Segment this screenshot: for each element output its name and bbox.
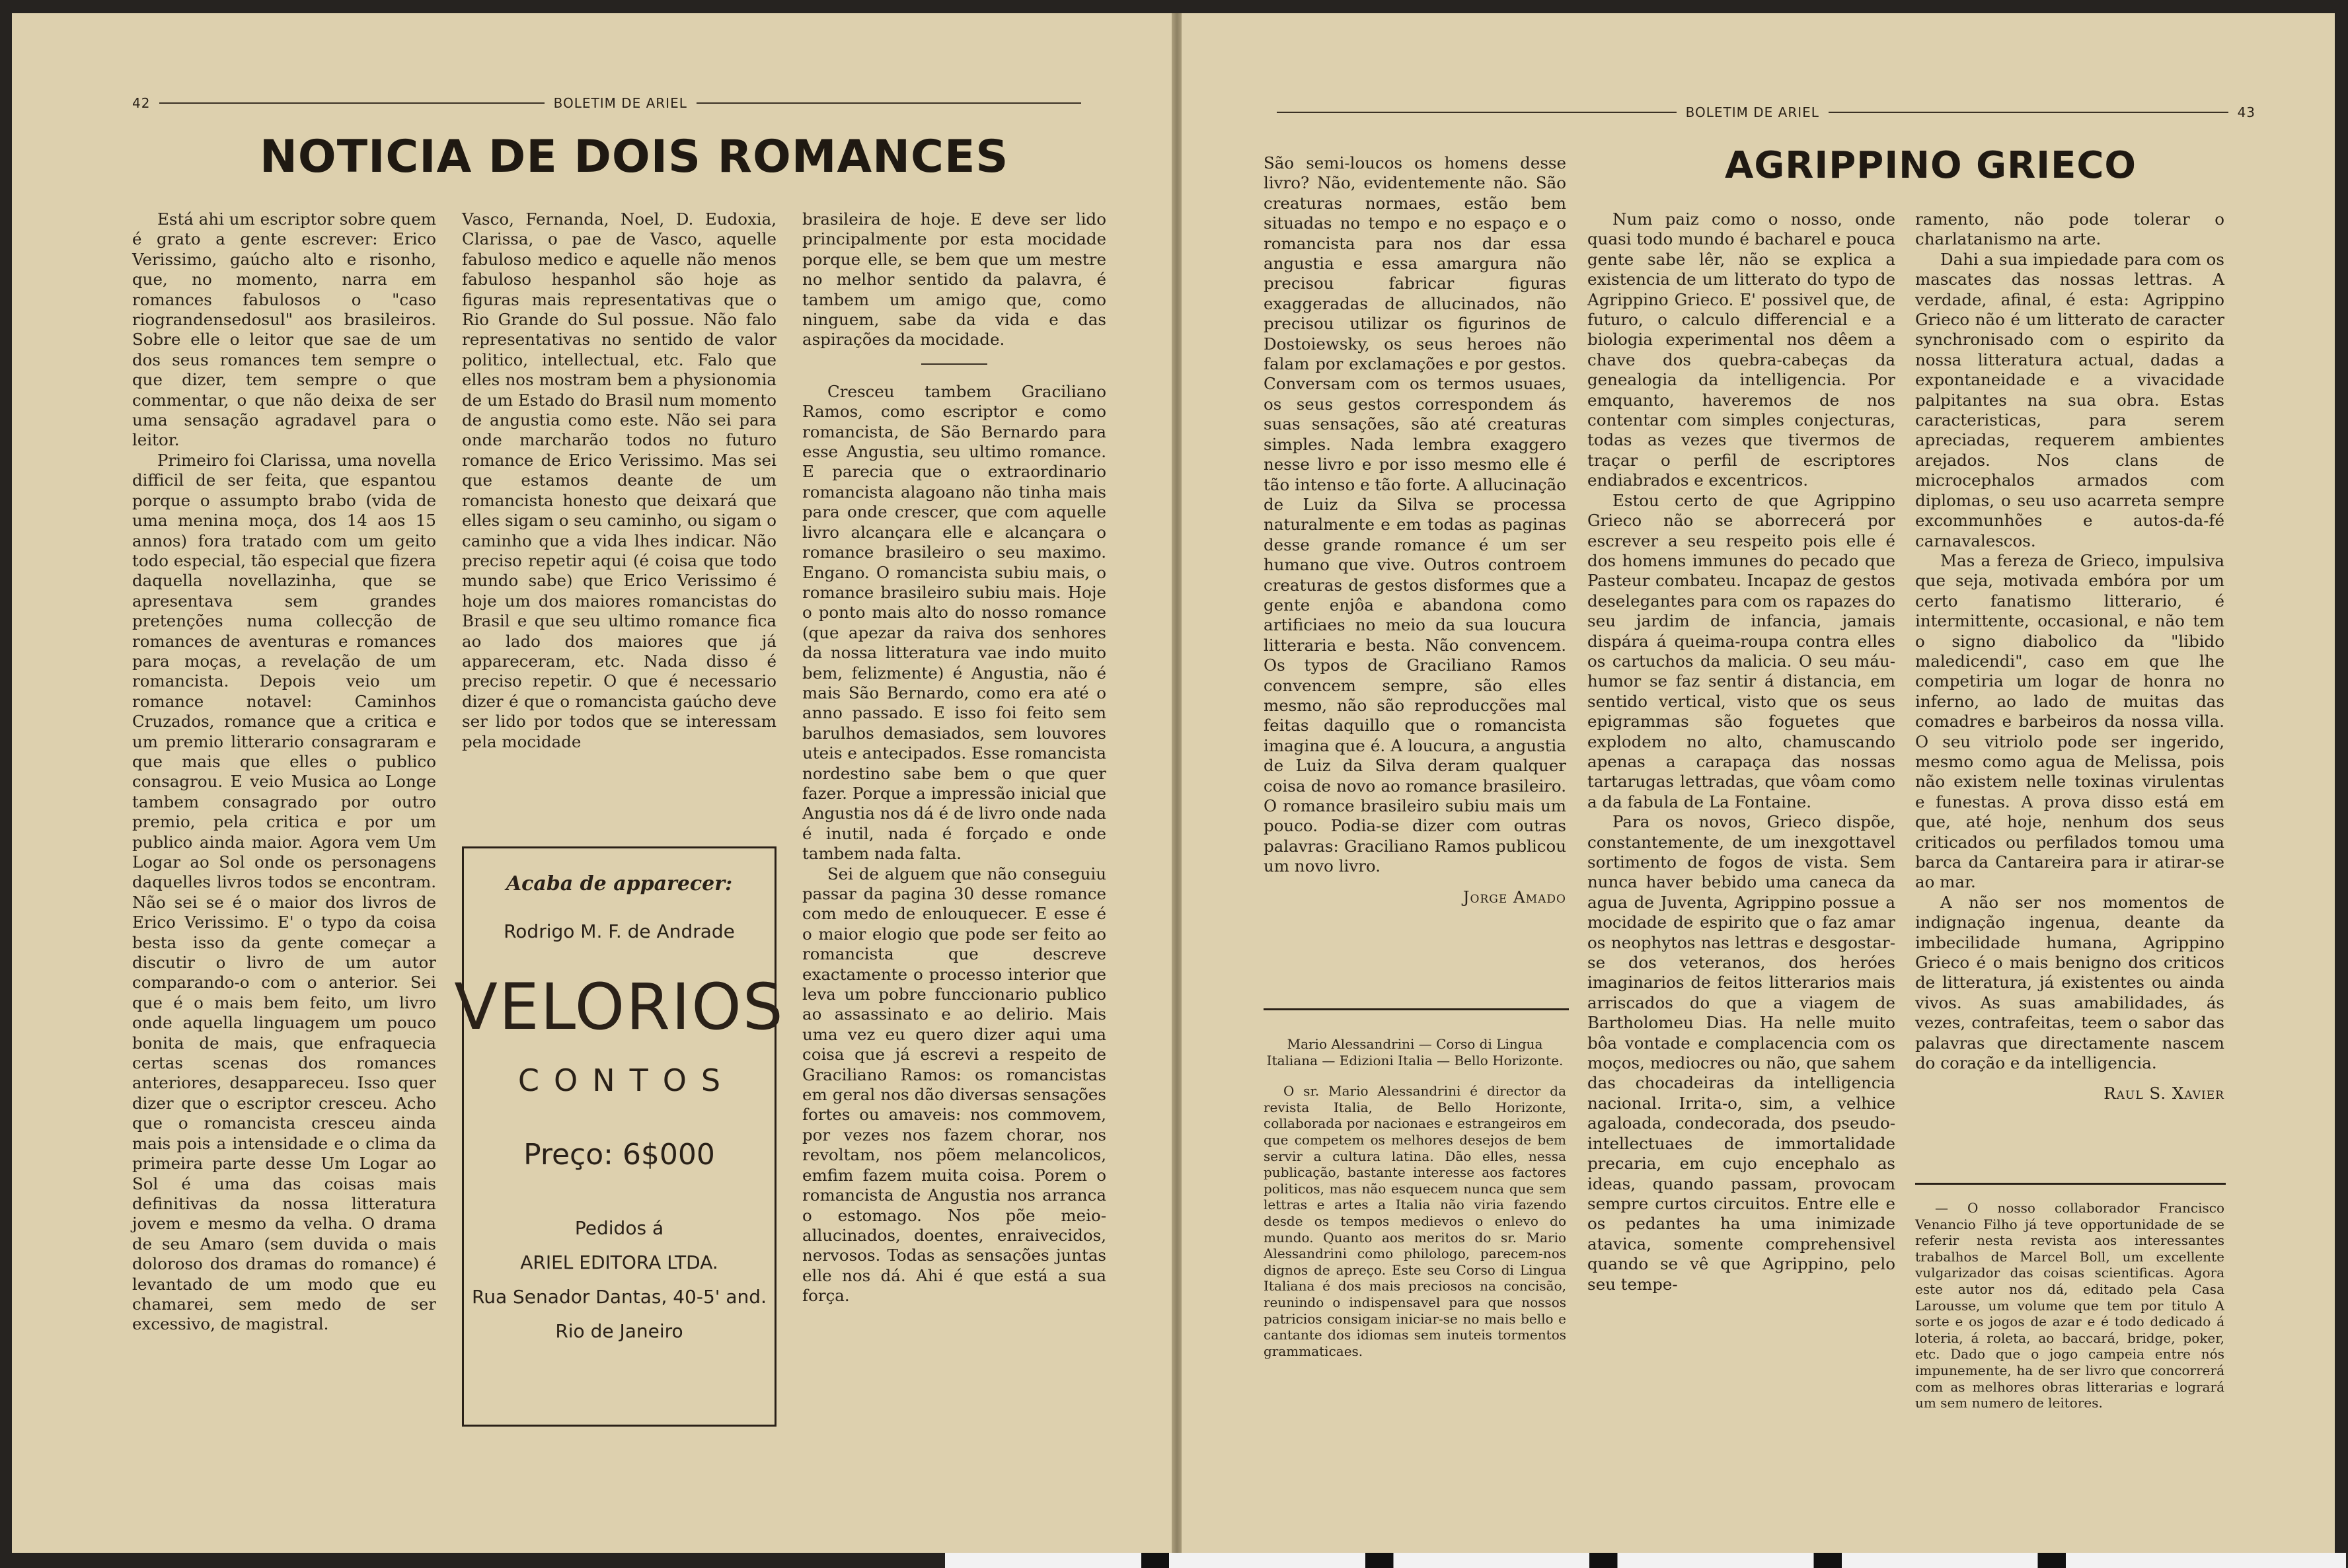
note-heading: Mario Alessandrini — Corso di Lingua Italiana — Edizioni Italia — Bello Horizonte. [1266,1036,1564,1068]
right-column-2 [1587,209,1895,1294]
ad-genre: CONTOS [517,1063,736,1098]
ad-price: Preço: 6$000 [523,1138,715,1172]
paragraph: São semi-loucos os homens desse livro? Não, evidentemente não. São creaturas normaes, estão bem situadas no tempo e no espaço e o romancista para nos dar essa angustia e essa amargura não precisou fabricar figuras exaggeradas de allucinados, não precisou utilizar os figurinos de Dostoiewsky, os seus heroes não falam por exclamações e por gestos. Conversam com os termos usuaes, os seus gestos correspondem ás suas sensações, são até creaturas simples. Nada lembra exaggero nesse livro e por isso mesmo elle é tão intenso e tão forte. A allucinação de Luiz da Silva se processa naturalmente e em todas as paginas desse grande romance é um ser humano que vive. Outros controem creaturas de gestos disformes que a gente enjôa e abandona como artificiaes no meio da sua loucura litteraria e besta. Não convencem. Os typos de Graciliano Ramos convencem sempre, são elles mesmo, não são reproducções mal feitas daquillo que o romancista imagina que é. A loucura, a angustia de Luiz da Silva deram qualquer coisa de novo ao romance brasileiro. O romance brasileiro subiu mais um pouco. Podia-se dizer com outras palavras: Graciliano Ramos publicou um novo livro. [1264,153,1566,876]
left-page [12,13,1172,1553]
left-column-1 [132,209,436,1335]
paragraph: Para os novos, Grieco dispõe, constantemente, de um inexgottavel sortimento de fogos de vista. Sem nunca haver bebido uma caneca da agua de Juventa, Agrippino possue a mocidade de espirito que o faz amar os neophytos nas lettras e desgostar-se dos veteranos, dos heróes imaginarios de feitos litterarios mais arriscados do que a viagem de Bartholomeu Dias. Ha nelle muito bôa vontade e complacencia com os moços, mediocres ou não, que sahem das chocadeiras da intelligencia nacional. Irrita-o, sim, a velhice agaloada, condecorada, dos pseudo-intellectuaes de immortalidade precaria, em cujo encephalo as ideas, quando passam, provocam sempre curtos circuitos. Entre elle e os pedantes ha uma inimizade atavica, somente comprehensivel quando se vê que Agrippino, pelo seu tempe- [1587,812,1895,1294]
ad-orders: Pedidos á [574,1217,664,1239]
book-note [1915,1200,2224,1411]
book-advertisement [454,846,784,1427]
left-column-3 [802,209,1106,1306]
section-rule [1915,1183,2226,1185]
header-rule [697,102,1081,104]
signature: Jorge Amado [1462,887,1566,907]
note-body: O sr. Mario Alessandrini é director da revista Italia, de Bello Horizonte, collaborada por nacionaes e estrangeiros em que competem os melhores desejos de bem servir a cultura latina. Dão elles, nessa publicação, bastante interesse aos factores politicos, mas não esquecem nunca que sem lettras e artes a Italia não viria fazendo desde os tempos medievos o enlevo do mundo. Quanto aos meritos do sr. Mario Alessandrini como philologo, parecem-nos dignos de apreço. Este seu Corso di Lingua Italiana é dos mais preciosos na concisão, reunindo o indispensavel para que nossos patricios consigam iniciar-se no mais bello e cantante dos idiomas sem inuteis tormentos grammaticaes. [1264,1083,1566,1359]
running-head-left [132,95,1090,111]
right-column-3 [1915,209,2224,1104]
ad-headline: Acaba de apparecer: [506,872,733,895]
header-rule [159,102,544,104]
paragraph: Mas a fereza de Grieco, impulsiva que seja, motivada embóra por um certo fanatismo litterario, é intermittente, occasional, e não tem o signo diabolico da "libido maledicendi", caso em que lhe competiria um logar de honra no inferno, ao lado de muitas das comadres e barbeiros da nossa villa. O seu vitriolo pode ser ingerido, mesmo como agua de Melissa, pois não existem nelle toxinas virulentas e funestas. A prova disso está em que, até hoje, nenhum dos seus criticados ou perfilados tomou uma barca da Cantareira para ir atirar-se ao mar. [1915,550,2224,892]
ad-publisher: ARIEL EDITORA LTDA. [520,1251,718,1273]
paragraph: Num paiz como o nosso, onde quasi todo mundo é bacharel e pouca gente sabe lêr, não se explica a existencia de um litterato do typo de Agrippino Grieco. E' possivel que, de futuro, o calculo differencial e a biologia experimental nos dêem a chave dos quebra-cabeças da genealogia da intelligencia. Por emquanto, haveremos de nos contentar com simples conjecturas, todas as vezes que tivermos de traçar o perfil de escriptores endiabrados e excentricos. [1587,209,1895,490]
ad-order-info [472,1211,767,1349]
running-head-right [1268,104,2255,120]
ad-book-title: VELORIOS [454,970,784,1044]
paragraph: Primeiro foi Clarissa, uma novella difficil de ser feita, que espantou porque o assumpto brabo (vida de uma menina moça, dos 14 aos 15 annos) fora tratado com um geito todo especial, tão especial que fizera daquella novellazinha, que se apresentava sem grandes pretenções numa collecção de romances de aventuras e romances para moças, a revelação de um romancista. Depois veio um romance notavel: Caminhos Cruzados, romance que a critica e um premio litterario consagraram e que mais que elles o publico consagrou. E veio Musica ao Longe tambem consagrado por outro premio, pela critica e por um publico ainda maior. Agora vem Um Logar ao Sol onde os personagens daquelles livros todos se encontram. Não sei se é o maior dos livros de Erico Verissimo. E' o typo da coisa besta isso da gente começar a discutir o livro de um autor comparando-o com o anterior. Sei que é o mais bem feito, um livro onde aquella linguagem um pouco bonita de mais, que enfraquecia certas scenas dos romances anteriores, desappareceu. Isso quer dizer que o escriptor cresceu. Acho que o romancista cresceu ainda mais pois a intensidade e o clima da primeira parte desse Um Logar ao Sol é uma das coisas mais definitivas da nossa litteratura jovem e mesmo da velha. O drama de seu Amaro (sem duvida o mais doloroso dos dramas do romance) é levantado de um modo que eu chamarei, sem medo de ser excessivo, de magistral. [132,450,436,1334]
page-number: 42 [132,95,151,111]
right-page [1182,13,2335,1553]
paragraph: Está ahi um escriptor sobre quem é grato a gente escrever: Erico Verissimo, gaúcho alto e risonho, que, no momento, narra em romances fabulosos o "caso riograndensedosul" aos brasileiros. Sobre elle o leitor que sae de um dos seus romances tem sempre o que dizer, tem sempre o que commentar, o que não deixa de ser uma sensação agradavel para o leitor. [132,209,436,450]
paragraph: brasileira de hoje. E deve ser lido principalmente por esta mocidade porque elle, se bem que um mestre no melhor sentido da palavra, é tambem um amigo que, como ninguem, sabe da vida e das aspirações da mocidade. [802,209,1106,350]
paragraph: Vasco, Fernanda, Noel, D. Eudoxia, Clarissa, o pae de Vasco, aquelle fabuloso medico e aquelle não menos fabuloso hespanhol são hoje as figuras mais representativas que o Rio Grande do Sul possue. Não falo representativas no sentido de valor politico, intellectual, etc. Falo que elles nos mostram bem a physionomia de um Estado do Brasil num momento de angustia como este. Não sei para onde marcharão todos no futuro romance de Erico Verissimo. Mas sei que estamos deante de um romancista honesto que deixará que elles sigam o seu caminho, ou sigam o caminho que a vida lhes indicar. Não preciso repetir aqui (é coisa que todo mundo sabe) que Erico Verissimo é hoje um dos maiores romancistas do Brasil e que seu ultimo romance fica ao lado dos maiores que já appareceram, etc. Nada disso é preciso repetir. O que é necessario dizer é que o romancista gaúcho deve ser lido por todos que se interessam pela mocidade [462,209,776,751]
section-divider [921,363,987,365]
header-rule [1829,112,2228,113]
article-title: NOTICIA DE DOIS ROMANCES [260,131,1009,183]
signature: Raul S. Xavier [2103,1084,2224,1103]
paragraph: Estou certo de que Agrippino Grieco não se aborrecerá por escrever a seu respeito pois elle é dos homens immunes do pecado que Pasteur combateu. Incapaz de gestos deselegantes para com os rapazes do seu jardim de infancia, jamais dispára á queima-roupa contra elles os cartuchos da malicia. O seu máu-humor se faz sentir á distancia, em sentido vertical, visto que os seus epigrammas são foguetes que explodem no alto, chamuscando apenas a carapaça das nossas tartarugas lettradas, que vôam como a da fabula de La Fontaine. [1587,490,1895,811]
paragraph: Dahi a sua impiedade para com os mascates das nossas lettras. A verdade, afinal, é esta: Agrippino Grieco não é um litterato de caracter synchronisado com o espirito da nossa litteratura actual, dadas a expontaneidade e a vivacidade palpitantes na sua obra. Estas caracteristicas, para serem apreciadas, requerem ambientes arejados. Nos clans de microcephalos armados com diplomas, o seu uso acarreta sempre excommunhões e autos-da-fé carnavalescos. [1915,249,2224,550]
scan-calibration-bar [945,1553,2346,1568]
paragraph: ramento, não pode tolerar o charlatanismo na arte. [1915,209,2224,249]
section-rule [1264,1008,1569,1010]
ad-author: Rodrigo M. F. de Andrade [504,920,735,942]
paragraph: A não ser nos momentos de indignação ingenua, deante da imbecilidade humana, Agrippino Grieco é o mais benigno dos criticos de litteratura, já existentes ou ainda vivos. As suas amabilidades, ás vezes, contrafeitas, teem o sabor das palavras que directamente nascem do coração e da intelligencia. [1915,892,2224,1073]
running-head-title: BOLETIM DE ARIEL [1685,104,1819,120]
ad-city: Rio de Janeiro [555,1320,683,1342]
paragraph: Sei de alguem que não conseguiu passar da pagina 30 desse romance com medo de enlouquecer. E esse é o maior elogio que pode ser feito ao romancista que descreve exactamente o processo interior que leva um pobre funccionario publico ao assassinato e ao delirio. Mais uma vez eu quero dizer aqui uma coisa que já escrevi a respeito de Graciliano Ramos: os romancistas em geral nos dão diversas sensações fortes ou amaveis: nos commovem, por vezes nos fazem chorar, nos revoltam, nos põem melancolicos, emfim fazem muita coisa. Porem o romancista de Angustia nos arranca o estomago. Nos põe meio-allucinados, doentes, enraivecidos, nervosos. Todas as sensações juntas elle nos dá. Ahi é que está a sua força. [802,864,1106,1306]
book-note [1264,1036,1566,1359]
running-head-title: BOLETIM DE ARIEL [553,95,687,111]
page-number: 43 [2237,104,2256,120]
note-body: — O nosso collaborador Francisco Venancio Filho já teve opportunidade de se referir nesta revista aos interessantes trabalhos de Marcel Boll, um excellente vulgarizador das coisas scientificas. Agora este autor nos dá, editado pela Casa Larousse, um volume que tem por titulo A sorte e os jogos de azar e é todo dedicado á loteria, á roleta, ao baccará, bridge, poker, etc. Dado que o jogo campeia entre nós impunemente, ha de ser livro que concorrerá com as melhores obras litterarias e logrará um sem numero de leitores. [1915,1200,2224,1411]
ad-address: Rua Senador Dantas, 40-5' and. [472,1286,767,1308]
article-title: AGRIPPINO GRIECO [1725,144,2137,187]
left-column-2 [462,209,776,752]
header-rule [1277,112,1677,113]
paragraph: Cresceu tambem Graciliano Ramos, como escriptor e como romancista, de São Bernardo para esse Angustia, seu ultimo romance. E parecia que o extraordinario romancista alagoano não tinha mais para onde crescer, que com aquelle livro alcançara elle e alcançara o romance brasileiro o seu maximo. Engano. O romancista subiu mais, o romance brasileiro subiu mais. Hoje o ponto mais alto do nosso romance (que apezar da raiva dos senhores da nossa litteratura vae indo muito bem, felizmente) é Angustia, não é mais São Bernardo, como era até o anno passado. E isso foi feito sem barulhos demasiados, sem louvores uteis e antecipados. Esse romancista nordestino sabe bem o que quer fazer. Porque a impressão inicial que Angustia nos dá é de livro onde nada é inutil, nada é forçado e onde tambem nada falta. [802,381,1106,864]
right-column-1 [1264,153,1566,907]
